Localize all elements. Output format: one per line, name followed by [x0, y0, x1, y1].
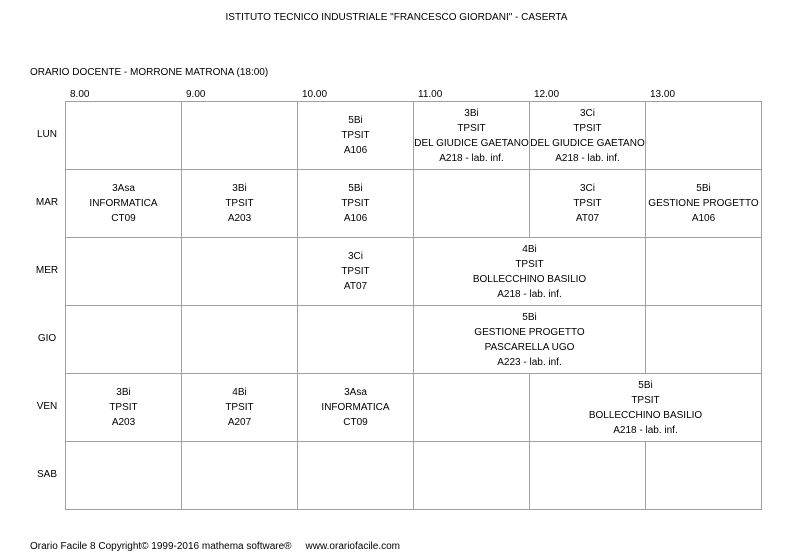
lesson-line: TPSIT — [631, 394, 660, 406]
lesson-cell — [530, 170, 646, 238]
lesson-line: 3Bi — [232, 183, 247, 194]
lesson-line: 3Bi — [464, 107, 479, 119]
lesson-cell — [182, 374, 298, 442]
lesson-cell — [414, 102, 530, 170]
empty-cell — [298, 306, 414, 374]
lesson-line: A218 - lab. inf. — [613, 424, 678, 436]
footer-copyright: Orario Facile 8 Copyright© 1999-2016 mathema software® — [30, 541, 292, 552]
day-label: SAB — [36, 469, 57, 480]
lesson-line: A218 - lab. inf. — [497, 288, 562, 300]
lesson-line: INFORMATICA — [89, 198, 158, 209]
lesson-line: CT09 — [111, 213, 136, 224]
lesson-line: 5Bi — [348, 183, 363, 194]
lesson-cell — [414, 238, 646, 306]
lesson-line: AT07 — [343, 281, 368, 292]
lesson-line: BOLLECCHINO BASILIO — [472, 273, 587, 285]
lesson-cell — [414, 306, 646, 374]
lesson-line: 3Bi — [116, 387, 131, 398]
empty-cell — [414, 374, 530, 442]
lesson-cell — [530, 102, 646, 170]
lesson-line: CT09 — [343, 417, 368, 428]
lesson-line: BOLLECCHINO BASILIO — [588, 409, 703, 421]
lesson-cell — [646, 170, 762, 238]
lesson-line: 3Asa — [344, 387, 367, 398]
lesson-cell — [298, 374, 414, 442]
timetable-row — [66, 306, 762, 374]
empty-cell — [646, 238, 762, 306]
hour-label: 9.00 — [186, 89, 206, 100]
lesson-line: A223 - lab. inf. — [497, 356, 562, 368]
school-title: ISTITUTO TECNICO INDUSTRIALE "FRANCESCO GIORDANI" - CASERTA — [225, 12, 568, 23]
empty-cell — [182, 102, 298, 170]
empty-cell — [66, 442, 182, 510]
empty-cell — [182, 306, 298, 374]
empty-cell — [414, 170, 530, 238]
empty-cell — [414, 442, 530, 510]
lesson-line: PASCARELLA UGO — [484, 341, 575, 353]
lesson-line: GESTIONE PROGETTO — [648, 198, 759, 209]
day-label: MAR — [35, 197, 59, 208]
lesson-line: INFORMATICA — [321, 402, 390, 413]
empty-cell — [298, 442, 414, 510]
lesson-line: 5Bi — [522, 311, 537, 323]
lesson-cell — [66, 374, 182, 442]
lesson-cell — [298, 238, 414, 306]
lesson-line: 3Ci — [579, 183, 595, 194]
hour-label: 10.00 — [302, 89, 328, 100]
footer — [30, 541, 400, 553]
empty-cell — [182, 442, 298, 510]
lesson-line: TPSIT — [341, 130, 370, 141]
lesson-cell — [182, 170, 298, 238]
lesson-line: A106 — [691, 213, 716, 224]
day-label: LUN — [36, 129, 57, 140]
lesson-line: 3Asa — [112, 183, 135, 194]
empty-cell — [66, 238, 182, 306]
day-label: MER — [35, 265, 59, 276]
empty-cell — [646, 442, 762, 510]
hour-label: 11.00 — [418, 89, 443, 100]
empty-cell — [66, 306, 182, 374]
lesson-line: TPSIT — [573, 122, 602, 134]
lesson-line: 5Bi — [348, 115, 363, 126]
timetable-row — [66, 238, 762, 306]
lesson-line: TPSIT — [515, 258, 544, 270]
lesson-line: DEL GIUDICE GAETANO — [530, 137, 645, 149]
lesson-line: 5Bi — [696, 183, 711, 194]
lesson-cell — [298, 102, 414, 170]
lesson-line: TPSIT — [341, 198, 370, 209]
lesson-line: TPSIT — [225, 198, 254, 209]
lesson-line: TPSIT — [573, 198, 602, 209]
day-label: VEN — [36, 401, 58, 412]
lesson-line: A203 — [227, 213, 252, 224]
empty-cell — [530, 442, 646, 510]
hour-label: 8.00 — [70, 89, 90, 100]
teacher-timetable-heading: ORARIO DOCENTE - MORRONE MATRONA (18:00) — [30, 67, 269, 78]
lesson-line: A203 — [111, 417, 136, 428]
empty-cell — [646, 102, 762, 170]
lesson-line: A218 - lab. inf. — [439, 152, 504, 164]
lesson-line: A106 — [343, 145, 368, 156]
timetable-row — [66, 170, 762, 238]
lesson-line: TPSIT — [457, 122, 486, 134]
lesson-line: A106 — [343, 213, 368, 224]
lesson-cell — [298, 170, 414, 238]
lesson-line: 3Ci — [347, 251, 363, 262]
lesson-line: TPSIT — [225, 402, 254, 413]
empty-cell — [646, 306, 762, 374]
empty-cell — [182, 238, 298, 306]
day-label: GIO — [37, 333, 57, 344]
lesson-cell — [530, 374, 762, 442]
lesson-line: 3Ci — [579, 107, 595, 119]
lesson-line: TPSIT — [341, 266, 370, 277]
lesson-line: AT07 — [575, 213, 600, 224]
lesson-line: 4Bi — [232, 387, 247, 398]
timetable-row — [66, 374, 762, 442]
lesson-line: TPSIT — [109, 402, 138, 413]
timetable-row — [66, 102, 762, 170]
lesson-line: A218 - lab. inf. — [555, 152, 620, 164]
footer-url-link[interactable]: www.orariofacile.com — [305, 541, 401, 552]
lesson-line: GESTIONE PROGETTO — [474, 326, 585, 338]
hour-label: 12.00 — [534, 89, 560, 100]
timetable-grid — [65, 101, 762, 510]
lesson-line: A207 — [227, 417, 252, 428]
empty-cell — [66, 102, 182, 170]
lesson-line: 5Bi — [638, 379, 653, 391]
lesson-line: 4Bi — [522, 243, 537, 255]
timetable-row — [66, 442, 762, 510]
lesson-cell — [66, 170, 182, 238]
lesson-line: DEL GIUDICE GAETANO — [414, 137, 529, 149]
hour-label: 13.00 — [650, 89, 676, 100]
